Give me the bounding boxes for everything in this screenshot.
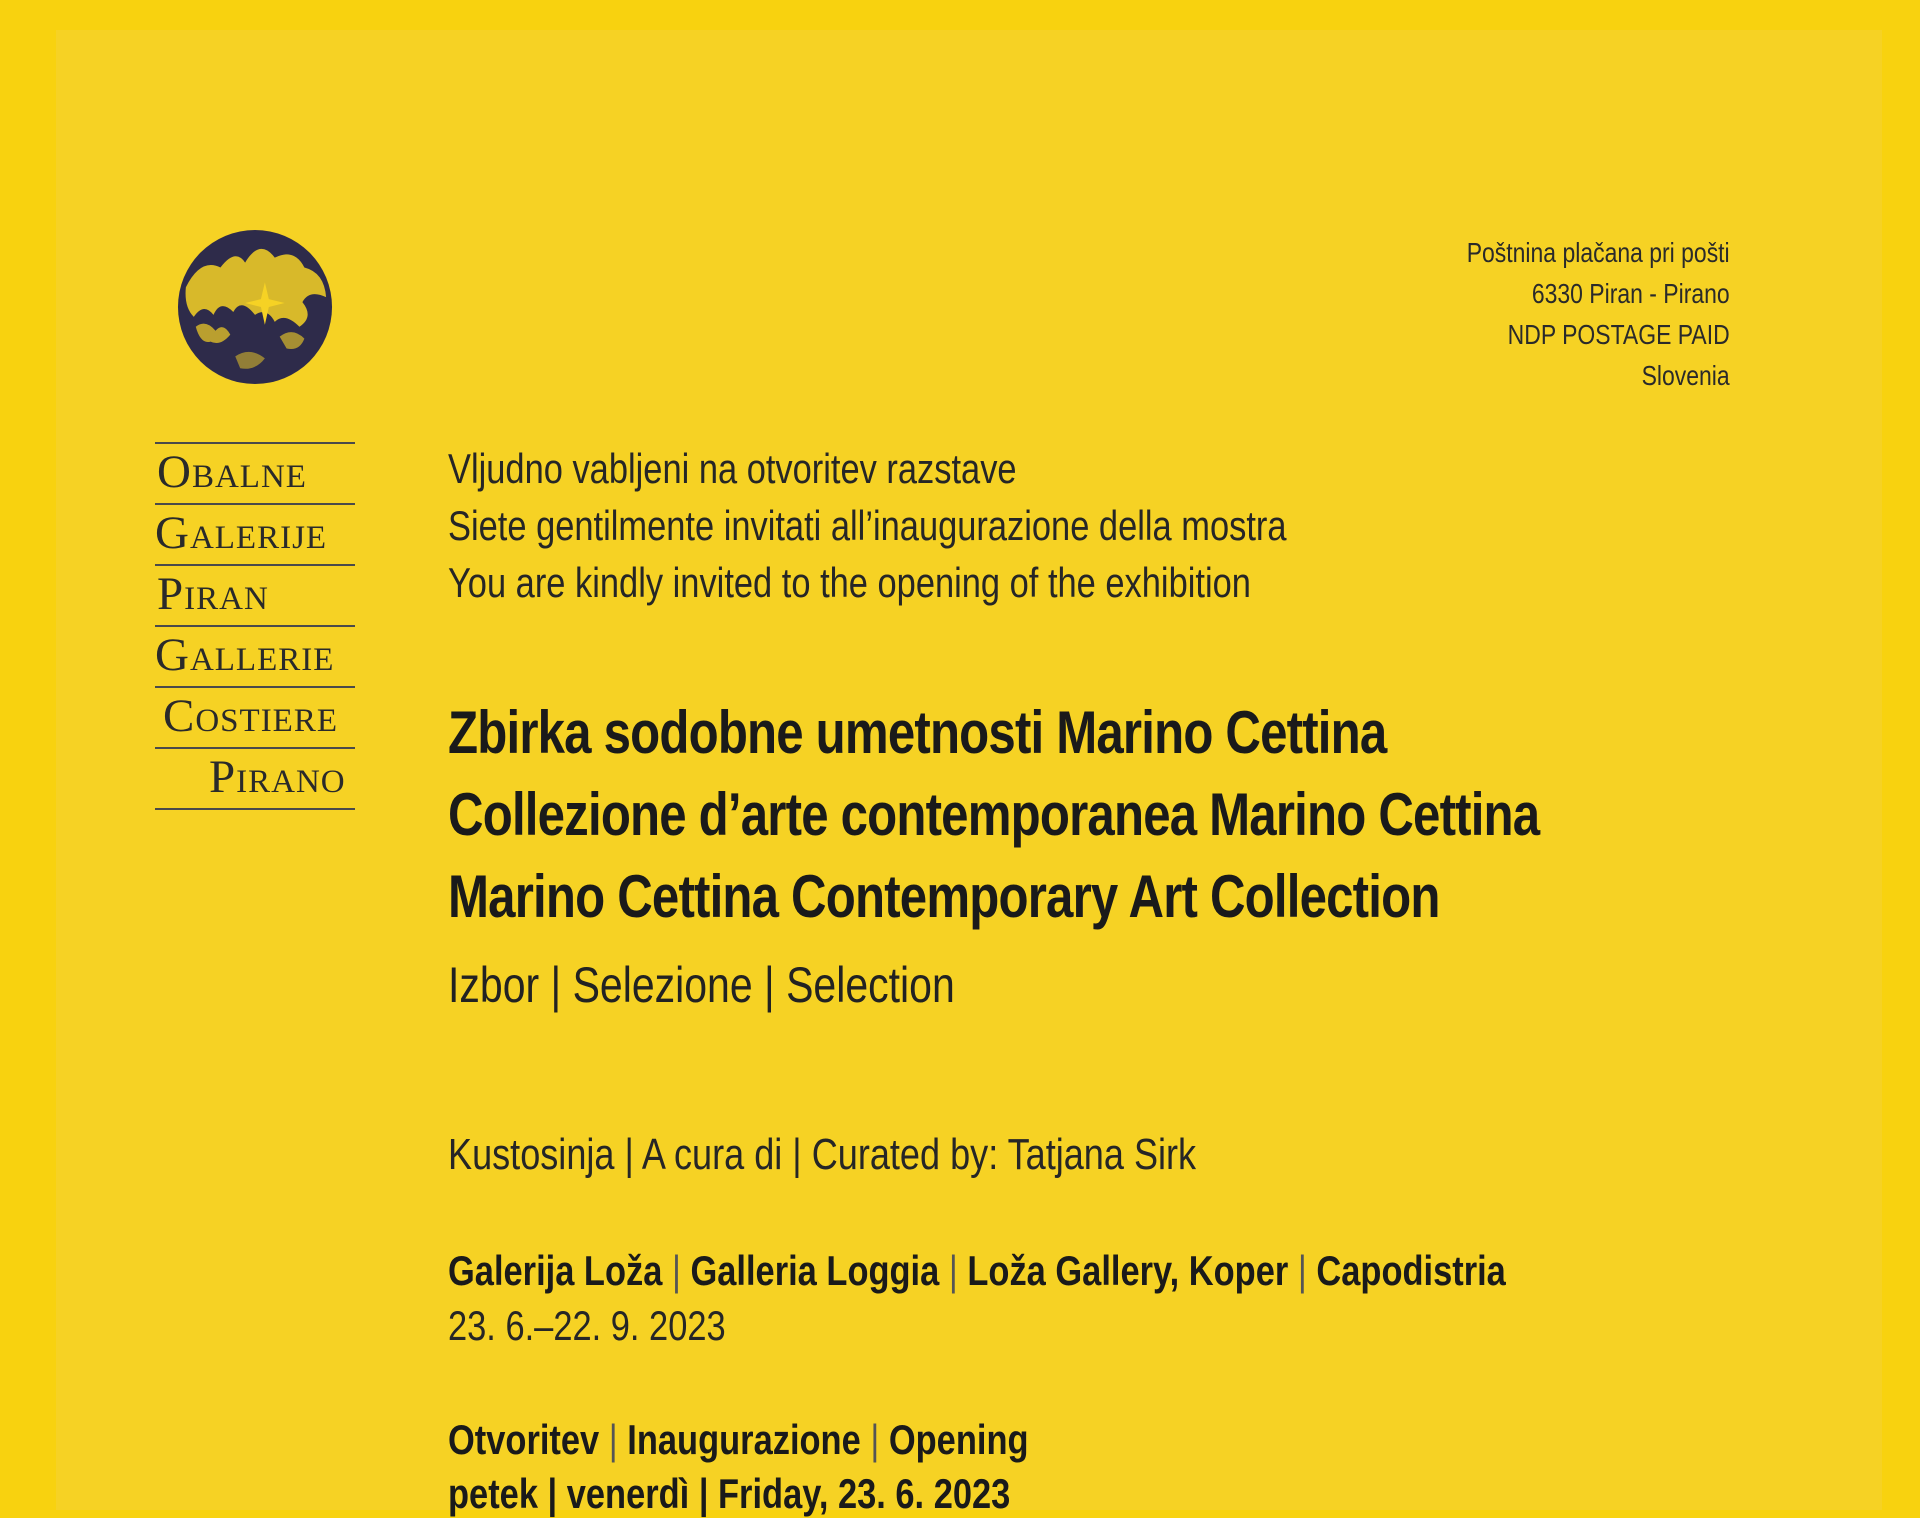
- separator: |: [948, 1247, 958, 1294]
- wordmark-line: [155, 686, 355, 747]
- separator: |: [870, 1416, 880, 1463]
- opening-english: Opening: [888, 1416, 1029, 1463]
- curator-line: Kustosinja | A cura di | Curated by: Tatjana Sirk: [448, 1130, 1197, 1179]
- opening-date: petek | venerdì | Friday, 23. 6. 2023: [448, 1470, 1011, 1517]
- wordmark-gallerie: Gallerie: [155, 629, 335, 681]
- exhibition-dates: 23. 6.–22. 9. 2023: [448, 1302, 726, 1349]
- title-italian: Collezione d’arte contemporanea Marino Cettina: [448, 781, 1540, 848]
- piran-sun-emblem-icon: [176, 228, 334, 386]
- separator: |: [671, 1247, 681, 1294]
- venue-line: [448, 1247, 1506, 1295]
- wordmark-line: [155, 747, 355, 810]
- postage-line: 6330 Piran - Pirano: [1532, 278, 1730, 309]
- wordmark-galerije: Galerije: [155, 507, 328, 559]
- opening-italian: Inaugurazione: [627, 1416, 861, 1463]
- venue-slovenian: Galerija Loža: [448, 1247, 663, 1294]
- venue-italian: Galleria Loggia: [690, 1247, 940, 1294]
- postage-line: NDP POSTAGE PAID: [1507, 319, 1730, 350]
- gallery-wordmark: [155, 442, 355, 810]
- wordmark-line: [155, 503, 355, 564]
- wordmark-line: [155, 564, 355, 625]
- venue-city-italian: Capodistria: [1316, 1247, 1506, 1294]
- wordmark-obalne: Obalne: [157, 446, 307, 498]
- invite-english: You are kindly invited to the opening of the exhibition: [448, 559, 1251, 606]
- wordmark-line: [155, 625, 355, 686]
- invite-italian: Siete gentilmente invitati all’inaugurazione della mostra: [448, 502, 1287, 549]
- separator: |: [1297, 1247, 1307, 1294]
- invite-slovenian: Vljudno vabljeni na otvoritev razstave: [448, 445, 1017, 492]
- opening-heading: [448, 1416, 1029, 1464]
- postage-line: Slovenia: [1641, 360, 1730, 391]
- invitation-lines: [448, 440, 1287, 611]
- postage-paid-notice: [1467, 232, 1730, 396]
- title-slovenian: Zbirka sodobne umetnosti Marino Cettina: [448, 699, 1387, 766]
- postage-line: Poštnina plačana pri pošti: [1467, 237, 1730, 268]
- invitation-text: [448, 440, 1540, 1517]
- wordmark-piran: Piran: [157, 568, 269, 620]
- exhibition-title: [448, 692, 1539, 938]
- selection-subtitle: Izbor | Selezione | Selection: [448, 957, 955, 1013]
- separator: |: [608, 1416, 618, 1463]
- wordmark-line: [155, 442, 355, 503]
- venue-english: Loža Gallery, Koper: [967, 1247, 1289, 1294]
- wordmark-costiere: Costiere: [163, 690, 339, 742]
- wordmark-pirano: Pirano: [209, 751, 346, 803]
- title-english: Marino Cettina Contemporary Art Collection: [448, 863, 1440, 930]
- opening-slovenian: Otvoritev: [448, 1416, 600, 1463]
